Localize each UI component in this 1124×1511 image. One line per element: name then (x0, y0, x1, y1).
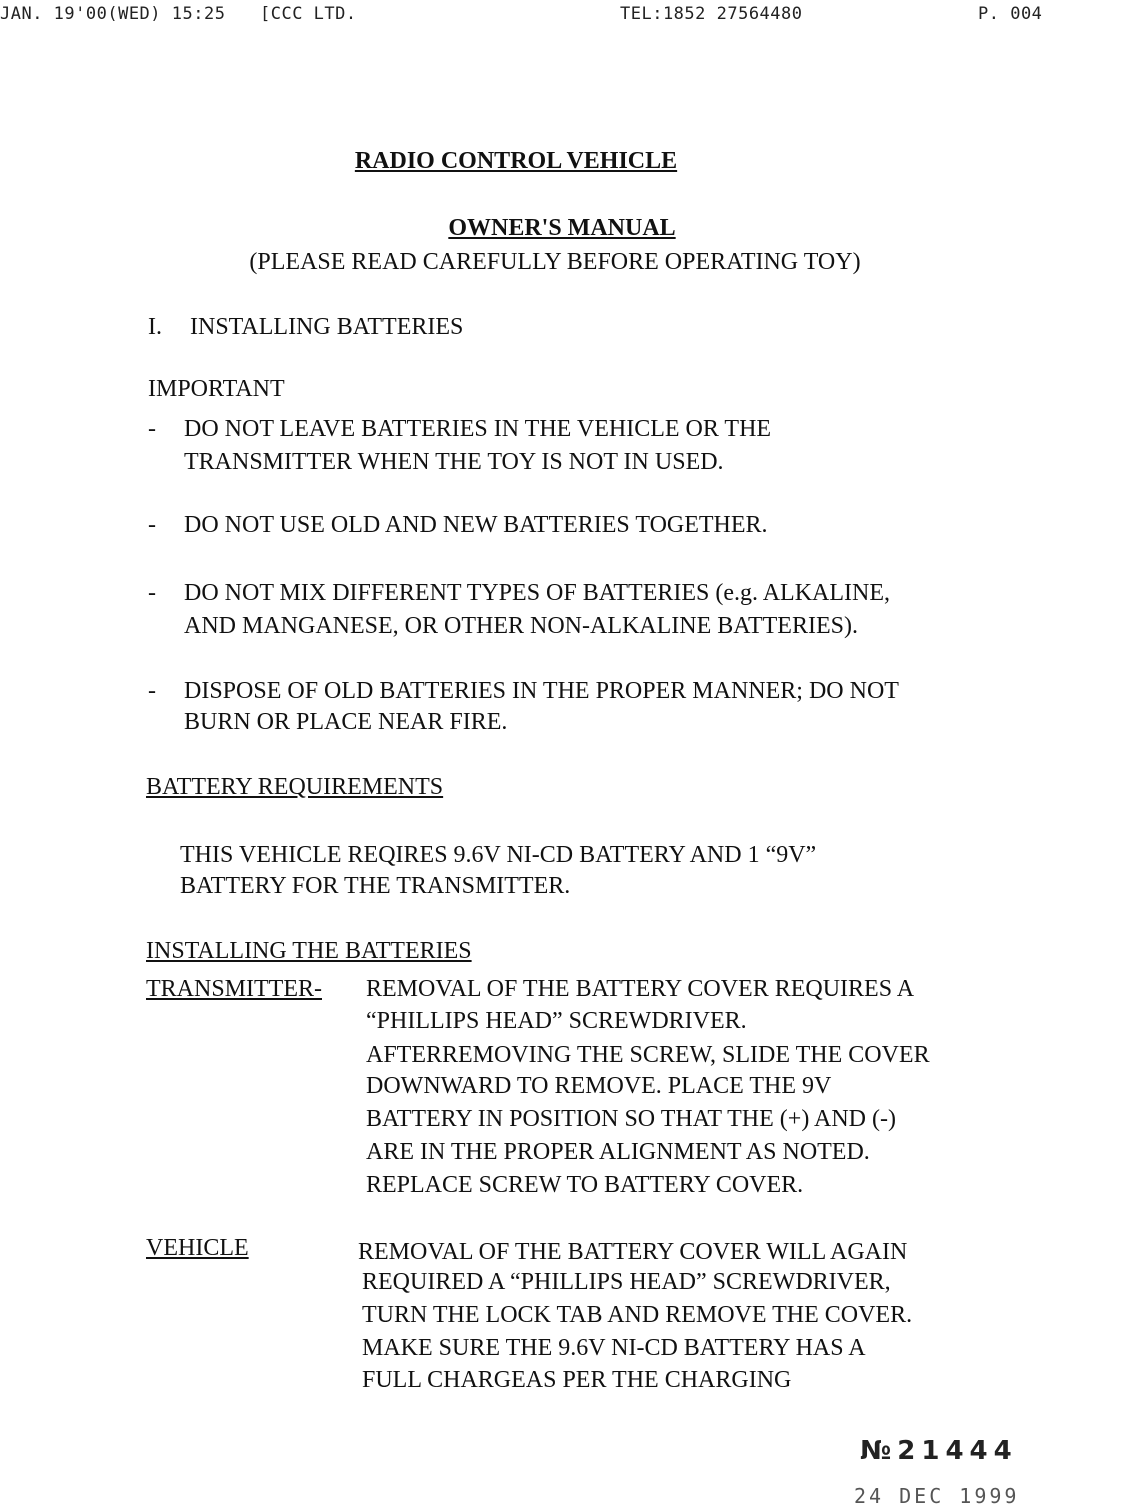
bullet-dash: - (148, 416, 156, 442)
transmitter-line-6: ARE IN THE PROPER ALIGNMENT AS NOTED. (366, 1139, 870, 1165)
document-subtitle: OWNER'S MANUAL (448, 215, 676, 241)
bullet-dash: - (148, 512, 156, 538)
fax-date: JAN. 19'00(WED) 15:25 (0, 4, 226, 24)
vehicle-line-5: FULL CHARGEAS PER THE CHARGING (362, 1367, 792, 1393)
transmitter-label: TRANSMITTER- (146, 976, 322, 1002)
transmitter-line-4: DOWNWARD TO REMOVE. PLACE THE 9V (366, 1073, 832, 1099)
important-item-3-line-1: DO NOT MIX DIFFERENT TYPES OF BATTERIES (e.g. ALKALINE, (184, 580, 891, 606)
transmitter-line-7: REPLACE SCREW TO BATTERY COVER. (366, 1172, 804, 1198)
document-title: RADIO CONTROL VEHICLE (354, 148, 678, 174)
section-number: I. (148, 314, 162, 340)
transmitter-line-2: “PHILLIPS HEAD” SCREWDRIVER. (366, 1008, 747, 1034)
bullet-dash: - (148, 580, 156, 606)
vehicle-label: VEHICLE (146, 1235, 249, 1261)
important-item-4-line-2: BURN OR PLACE NEAR FIRE. (184, 709, 508, 735)
received-stamp-number: №21444 (860, 1436, 1018, 1466)
battery-requirements-line-1: THIS VEHICLE REQIRES 9.6V NI-CD BATTERY AND 1 “9V” (180, 842, 817, 868)
vehicle-line-1: REMOVAL OF THE BATTERY COVER WILL AGAIN (358, 1239, 908, 1265)
vehicle-line-3: TURN THE LOCK TAB AND REMOVE THE COVER. (362, 1302, 913, 1328)
read-carefully-note: (PLEASE READ CAREFULLY BEFORE OPERATING TOY) (249, 249, 861, 275)
transmitter-line-1: REMOVAL OF THE BATTERY COVER REQUIRES A (366, 976, 915, 1002)
vehicle-line-2: REQUIRED A “PHILLIPS HEAD” SCREWDRIVER, (362, 1269, 891, 1295)
received-stamp-date: 24 DEC 1999 (854, 1484, 1020, 1508)
installing-batteries-heading: INSTALLING THE BATTERIES (146, 938, 472, 964)
important-label: IMPORTANT (148, 376, 285, 402)
important-item-3-line-2: AND MANGANESE, OR OTHER NON-ALKALINE BATTERIES). (184, 613, 858, 639)
fax-telephone: TEL:1852 27564480 (620, 4, 803, 24)
important-item-1-line-2: TRANSMITTER WHEN THE TOY IS NOT IN USED. (184, 449, 724, 475)
important-item-2-line-1: DO NOT USE OLD AND NEW BATTERIES TOGETHER. (184, 512, 768, 538)
section-title: INSTALLING BATTERIES (190, 314, 464, 340)
important-item-4-line-1: DISPOSE OF OLD BATTERIES IN THE PROPER MANNER; DO NOT (184, 678, 899, 704)
bullet-dash: - (148, 678, 156, 704)
transmitter-line-3: AFTERREMOVING THE SCREW, SLIDE THE COVER (366, 1042, 930, 1068)
transmitter-line-5: BATTERY IN POSITION SO THAT THE (+) AND (-) (366, 1106, 896, 1132)
fax-company: [CCC LTD. (260, 4, 357, 24)
fax-page-number: P. 004 (978, 4, 1043, 24)
battery-requirements-line-2: BATTERY FOR THE TRANSMITTER. (180, 873, 571, 899)
vehicle-line-4: MAKE SURE THE 9.6V NI-CD BATTERY HAS A (362, 1335, 866, 1361)
fax-header (0, 0, 1043, 28)
important-item-1-line-1: DO NOT LEAVE BATTERIES IN THE VEHICLE OR THE (184, 416, 772, 442)
battery-requirements-heading: BATTERY REQUIREMENTS (146, 774, 444, 800)
